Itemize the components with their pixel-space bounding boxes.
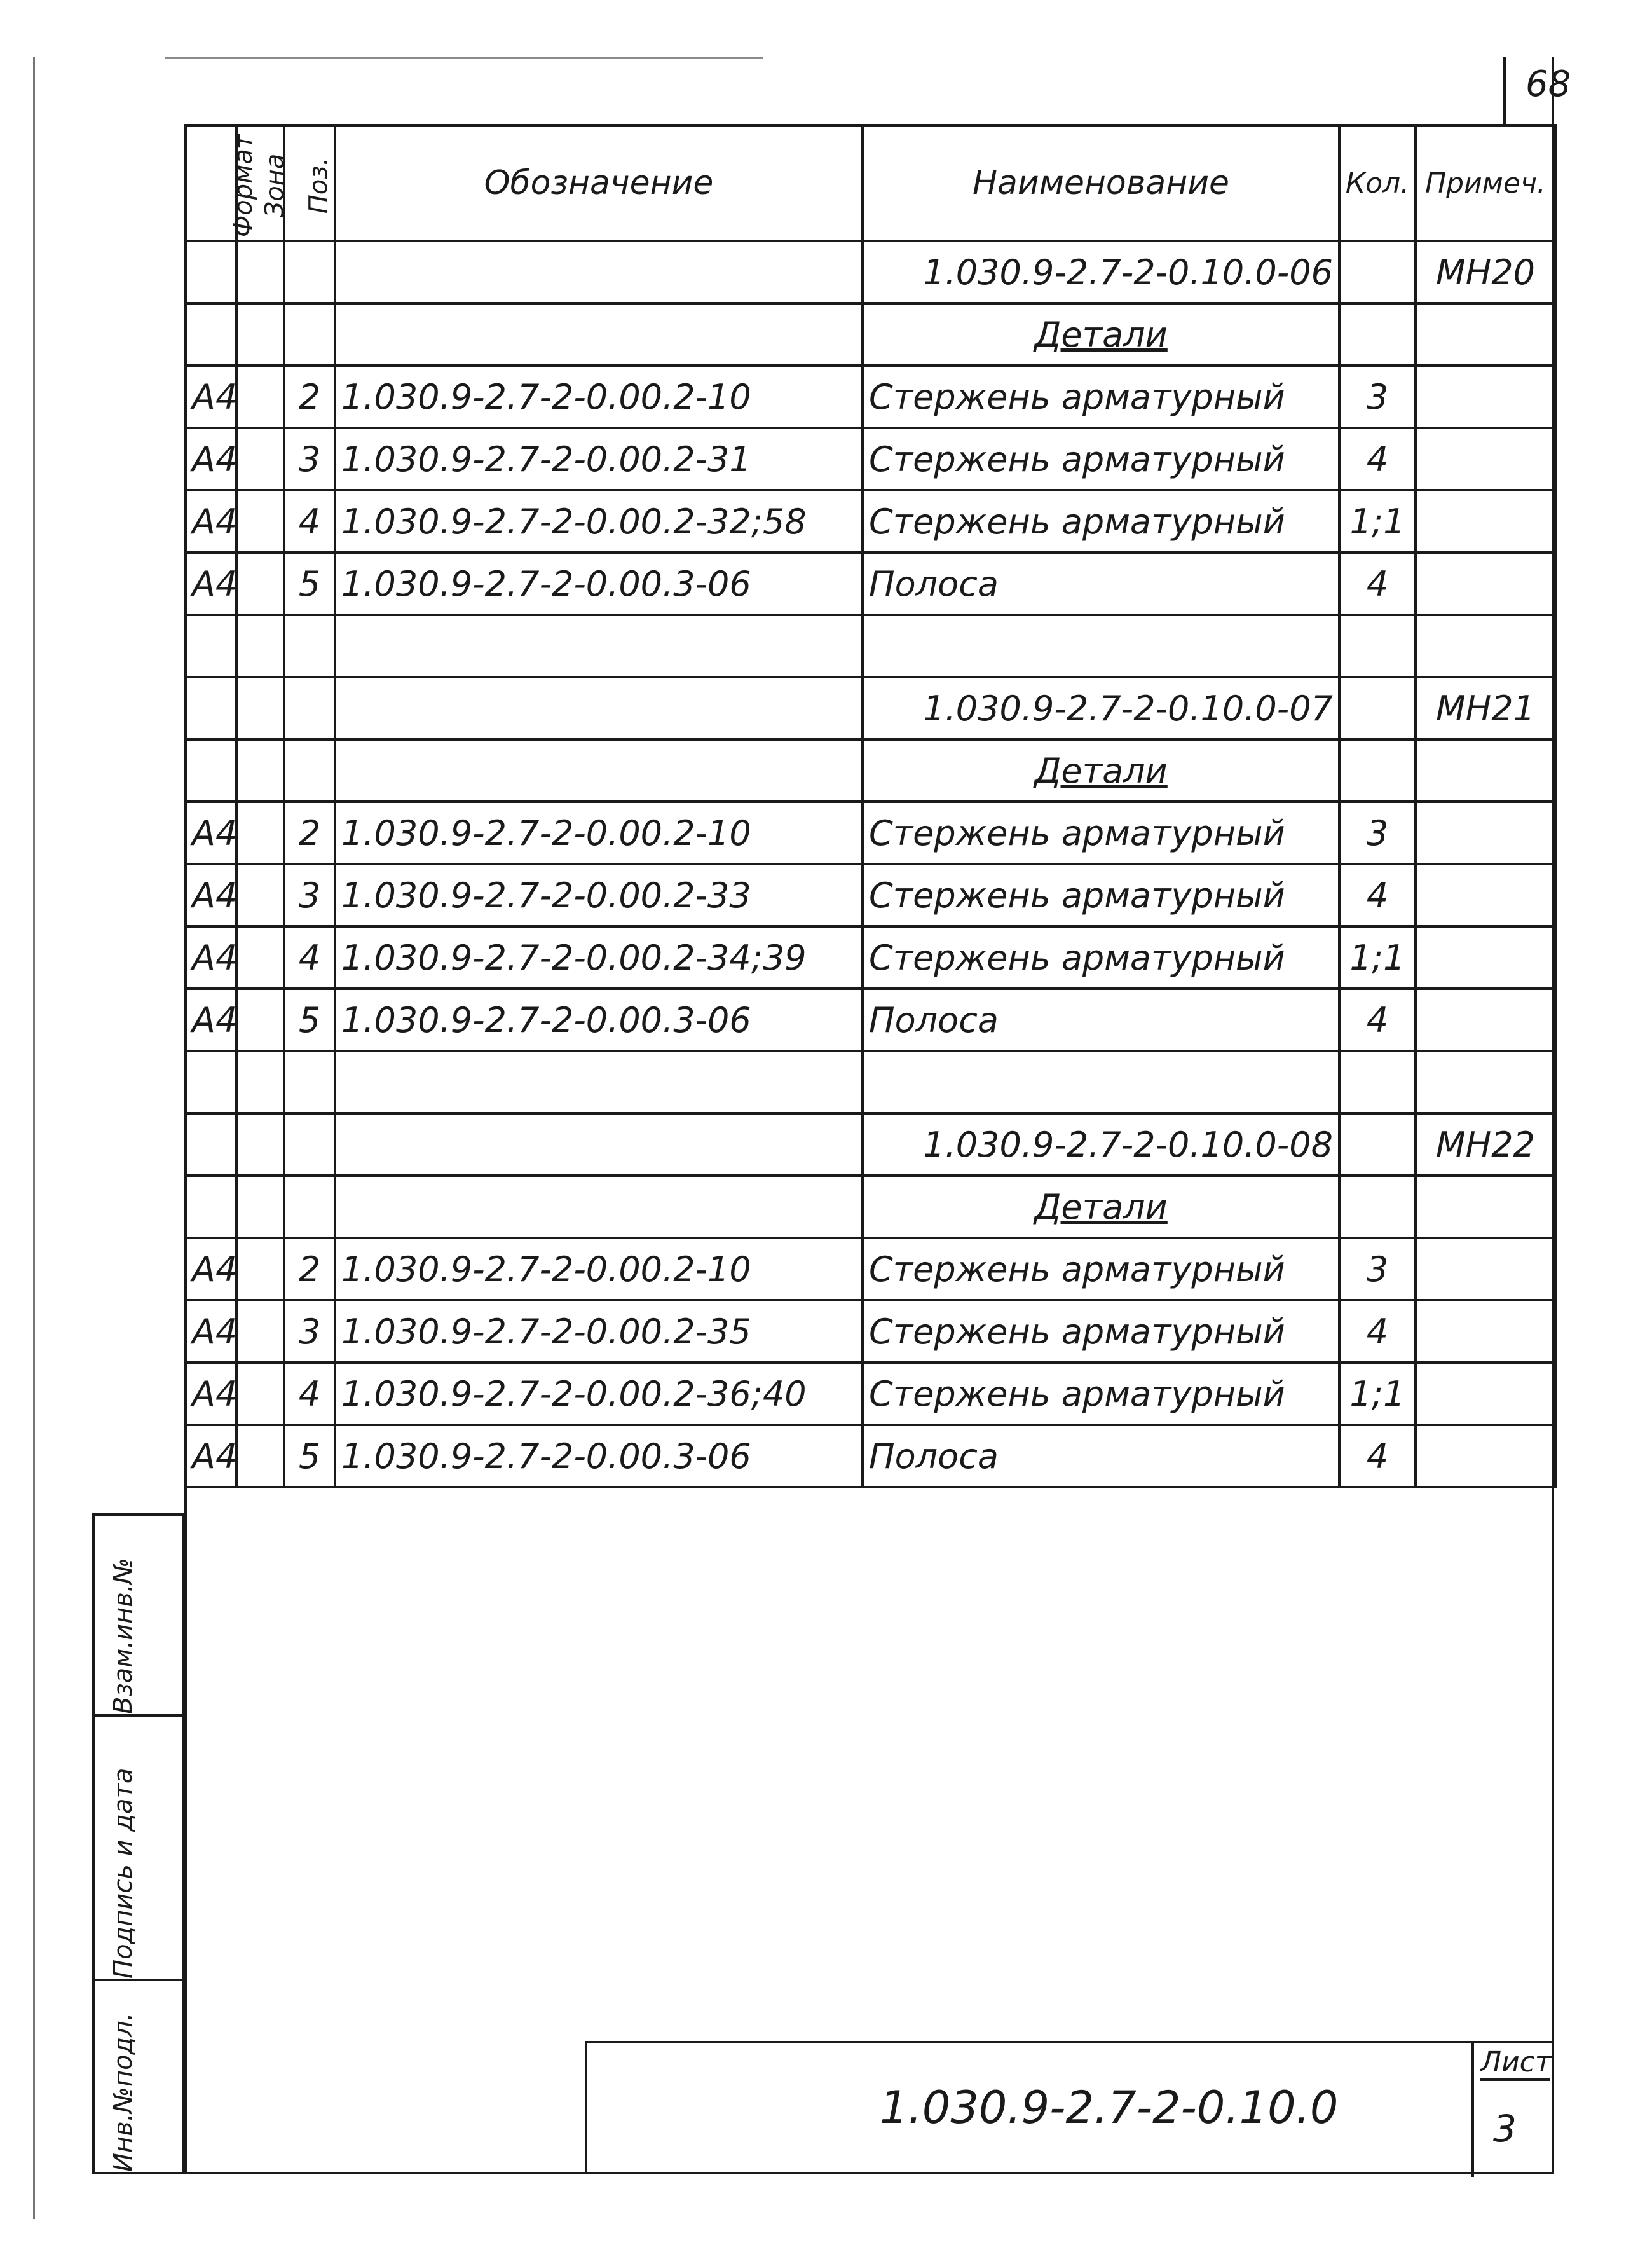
document-code: 1.030.9-2.7-2-0.10.0 xyxy=(880,2082,1339,2134)
sheet-number: 3 xyxy=(1493,2107,1517,2150)
cell-name: 1.030.9-2.7-2-0.10.0-06 xyxy=(863,241,1339,303)
table-header-row xyxy=(186,125,1555,241)
table-row xyxy=(186,553,1555,615)
cell-note xyxy=(1416,1238,1555,1300)
cell-pos: 5 xyxy=(284,989,335,1051)
cell-name: Полоса xyxy=(863,553,1339,615)
cell-format: А4 xyxy=(186,428,236,490)
cell-pos xyxy=(284,615,335,677)
cell-qty: 1;1 xyxy=(1339,490,1416,553)
cell-note xyxy=(1416,303,1555,366)
cell-designation: 1.030.9-2.7-2-0.00.2-10 xyxy=(335,366,863,428)
cell-designation: 1.030.9-2.7-2-0.00.3-06 xyxy=(335,989,863,1051)
cell-name: Стержень арматурный xyxy=(863,864,1339,926)
cell-qty: 1;1 xyxy=(1339,1363,1416,1425)
cell-format xyxy=(186,1113,236,1176)
cell-name: 1.030.9-2.7-2-0.10.0-07 xyxy=(863,677,1339,739)
cell-name: Полоса xyxy=(863,989,1339,1051)
cell-name: Стержень арматурный xyxy=(863,428,1339,490)
cell-name: Стержень арматурный xyxy=(863,490,1339,553)
cell-note xyxy=(1416,1300,1555,1363)
cell-name: 1.030.9-2.7-2-0.10.0-08 xyxy=(863,1113,1339,1176)
cell-qty xyxy=(1339,1051,1416,1113)
cell-name: Детали xyxy=(863,739,1339,802)
side-label-signature-date: Подпись и дата xyxy=(109,1768,138,1979)
table-row xyxy=(186,428,1555,490)
header-pos: Поз. xyxy=(284,125,335,241)
cell-note xyxy=(1416,739,1555,802)
cell-designation xyxy=(335,1176,863,1238)
cell-pos: 5 xyxy=(284,553,335,615)
side-box-signature-date xyxy=(92,1714,184,1981)
cell-pos: 3 xyxy=(284,864,335,926)
cell-format: А4 xyxy=(186,989,236,1051)
cell-designation xyxy=(335,677,863,739)
cell-name: Детали xyxy=(863,303,1339,366)
cell-qty: 4 xyxy=(1339,1300,1416,1363)
cell-designation: 1.030.9-2.7-2-0.00.2-10 xyxy=(335,1238,863,1300)
table-row xyxy=(186,1051,1555,1113)
table-row xyxy=(186,1113,1555,1176)
cell-designation: 1.030.9-2.7-2-0.00.2-34;39 xyxy=(335,926,863,989)
cell-format: А4 xyxy=(186,1425,236,1487)
cell-pos: 5 xyxy=(284,1425,335,1487)
cell-zone xyxy=(236,1300,284,1363)
cell-pos xyxy=(284,1113,335,1176)
cell-pos: 3 xyxy=(284,1300,335,1363)
cell-format xyxy=(186,677,236,739)
cell-zone xyxy=(236,1051,284,1113)
side-label-inv-original: Инв.№подл. xyxy=(109,2012,138,2172)
table-row xyxy=(186,989,1555,1051)
table-row xyxy=(186,1238,1555,1300)
cell-format xyxy=(186,1176,236,1238)
title-block xyxy=(585,2041,1554,2174)
cell-qty xyxy=(1339,739,1416,802)
header-zone: Зона xyxy=(236,125,284,241)
cell-pos: 2 xyxy=(284,366,335,428)
cell-format: А4 xyxy=(186,366,236,428)
table-row xyxy=(186,1425,1555,1487)
cell-qty: 4 xyxy=(1339,428,1416,490)
cell-note xyxy=(1416,553,1555,615)
cell-format: А4 xyxy=(186,926,236,989)
cell-qty: 3 xyxy=(1339,802,1416,864)
cell-qty xyxy=(1339,1113,1416,1176)
table-row xyxy=(186,802,1555,864)
cell-designation: 1.030.9-2.7-2-0.00.2-33 xyxy=(335,864,863,926)
cell-note xyxy=(1416,428,1555,490)
cell-pos xyxy=(284,1176,335,1238)
cell-name: Стержень арматурный xyxy=(863,366,1339,428)
cell-format: А4 xyxy=(186,802,236,864)
cell-qty xyxy=(1339,615,1416,677)
cell-zone xyxy=(236,1363,284,1425)
page-number: 68 xyxy=(1526,64,1571,105)
table-row xyxy=(186,739,1555,802)
cell-zone xyxy=(236,615,284,677)
cell-format: А4 xyxy=(186,1300,236,1363)
cell-qty: 4 xyxy=(1339,989,1416,1051)
cell-format: А4 xyxy=(186,553,236,615)
cell-zone xyxy=(236,802,284,864)
cell-zone xyxy=(236,864,284,926)
cell-designation: 1.030.9-2.7-2-0.00.3-06 xyxy=(335,1425,863,1487)
cell-name xyxy=(863,1051,1339,1113)
cell-designation xyxy=(335,739,863,802)
side-box-inv-original xyxy=(92,1979,184,2174)
cell-pos: 4 xyxy=(284,1363,335,1425)
sheet-label: Лист xyxy=(1480,2046,1550,2081)
table-body xyxy=(186,241,1555,1487)
table-row xyxy=(186,366,1555,428)
header-note: Примеч. xyxy=(1416,125,1555,241)
cell-note xyxy=(1416,864,1555,926)
table-row xyxy=(186,1176,1555,1238)
cell-qty xyxy=(1339,303,1416,366)
cell-note: МН21 xyxy=(1416,677,1555,739)
cell-zone xyxy=(236,926,284,989)
cell-name: Стержень арматурный xyxy=(863,1363,1339,1425)
cell-designation: 1.030.9-2.7-2-0.00.2-10 xyxy=(335,802,863,864)
cell-designation: 1.030.9-2.7-2-0.00.3-06 xyxy=(335,553,863,615)
cell-pos xyxy=(284,241,335,303)
cell-zone xyxy=(236,553,284,615)
cell-name: Стержень арматурный xyxy=(863,1238,1339,1300)
table-row xyxy=(186,864,1555,926)
cell-zone xyxy=(236,428,284,490)
cell-pos: 4 xyxy=(284,926,335,989)
cell-qty: 4 xyxy=(1339,1425,1416,1487)
side-box-replaced-inv xyxy=(92,1513,184,1717)
cell-format: А4 xyxy=(186,490,236,553)
cell-designation: 1.030.9-2.7-2-0.00.2-31 xyxy=(335,428,863,490)
page-number-divider xyxy=(1503,57,1506,124)
cell-designation: 1.030.9-2.7-2-0.00.2-36;40 xyxy=(335,1363,863,1425)
cell-note xyxy=(1416,926,1555,989)
cell-pos xyxy=(284,303,335,366)
cell-note xyxy=(1416,1051,1555,1113)
cell-format: А4 xyxy=(186,1238,236,1300)
cell-pos xyxy=(284,739,335,802)
cell-designation: 1.030.9-2.7-2-0.00.2-32;58 xyxy=(335,490,863,553)
table-row xyxy=(186,303,1555,366)
cell-designation xyxy=(335,303,863,366)
cell-zone xyxy=(236,1425,284,1487)
cell-zone xyxy=(236,1238,284,1300)
cell-zone xyxy=(236,739,284,802)
cell-qty xyxy=(1339,677,1416,739)
cell-format xyxy=(186,303,236,366)
binding-margin-line xyxy=(33,57,35,2219)
cell-designation xyxy=(335,241,863,303)
cell-designation xyxy=(335,1113,863,1176)
cell-format: А4 xyxy=(186,1363,236,1425)
cell-designation: 1.030.9-2.7-2-0.00.2-35 xyxy=(335,1300,863,1363)
top-margin-line xyxy=(165,57,763,59)
table-row xyxy=(186,241,1555,303)
cell-qty: 1;1 xyxy=(1339,926,1416,989)
cell-name: Стержень арматурный xyxy=(863,926,1339,989)
cell-pos xyxy=(284,1051,335,1113)
cell-name: Стержень арматурный xyxy=(863,1300,1339,1363)
header-name: Наименование xyxy=(863,125,1339,241)
table-row xyxy=(186,615,1555,677)
cell-zone xyxy=(236,241,284,303)
cell-qty: 4 xyxy=(1339,864,1416,926)
cell-zone xyxy=(236,989,284,1051)
cell-note xyxy=(1416,490,1555,553)
cell-name: Детали xyxy=(863,1176,1339,1238)
cell-note xyxy=(1416,802,1555,864)
cell-pos: 2 xyxy=(284,802,335,864)
table-row xyxy=(186,677,1555,739)
table-row xyxy=(186,1300,1555,1363)
cell-zone xyxy=(236,490,284,553)
cell-qty: 3 xyxy=(1339,366,1416,428)
cell-note xyxy=(1416,1363,1555,1425)
cell-format xyxy=(186,739,236,802)
cell-designation xyxy=(335,1051,863,1113)
table-row xyxy=(186,926,1555,989)
cell-name xyxy=(863,615,1339,677)
header-format: Формат xyxy=(186,125,236,241)
header-qty: Кол. xyxy=(1339,125,1416,241)
cell-designation xyxy=(335,615,863,677)
cell-note: МН22 xyxy=(1416,1113,1555,1176)
cell-note xyxy=(1416,1425,1555,1487)
cell-qty xyxy=(1339,241,1416,303)
cell-format xyxy=(186,1051,236,1113)
cell-pos: 4 xyxy=(284,490,335,553)
sheet-number-box xyxy=(1471,2043,1554,2177)
cell-note: МН20 xyxy=(1416,241,1555,303)
cell-qty: 4 xyxy=(1339,553,1416,615)
cell-name: Стержень арматурный xyxy=(863,802,1339,864)
cell-qty: 3 xyxy=(1339,1238,1416,1300)
cell-format: А4 xyxy=(186,864,236,926)
cell-zone xyxy=(236,677,284,739)
cell-note xyxy=(1416,366,1555,428)
cell-pos: 2 xyxy=(284,1238,335,1300)
cell-zone xyxy=(236,1113,284,1176)
cell-name: Полоса xyxy=(863,1425,1339,1487)
cell-note xyxy=(1416,615,1555,677)
table-row xyxy=(186,490,1555,553)
cell-zone xyxy=(236,303,284,366)
cell-format xyxy=(186,241,236,303)
cell-pos: 3 xyxy=(284,428,335,490)
header-designation: Обозначение xyxy=(335,125,863,241)
cell-format xyxy=(186,615,236,677)
specification-table xyxy=(184,124,1557,1488)
table-row xyxy=(186,1363,1555,1425)
cell-qty xyxy=(1339,1176,1416,1238)
cell-note xyxy=(1416,1176,1555,1238)
cell-pos xyxy=(284,677,335,739)
cell-zone xyxy=(236,366,284,428)
cell-zone xyxy=(236,1176,284,1238)
side-label-replaced-inv: Взам.инв.№ xyxy=(109,1557,138,1714)
cell-note xyxy=(1416,989,1555,1051)
